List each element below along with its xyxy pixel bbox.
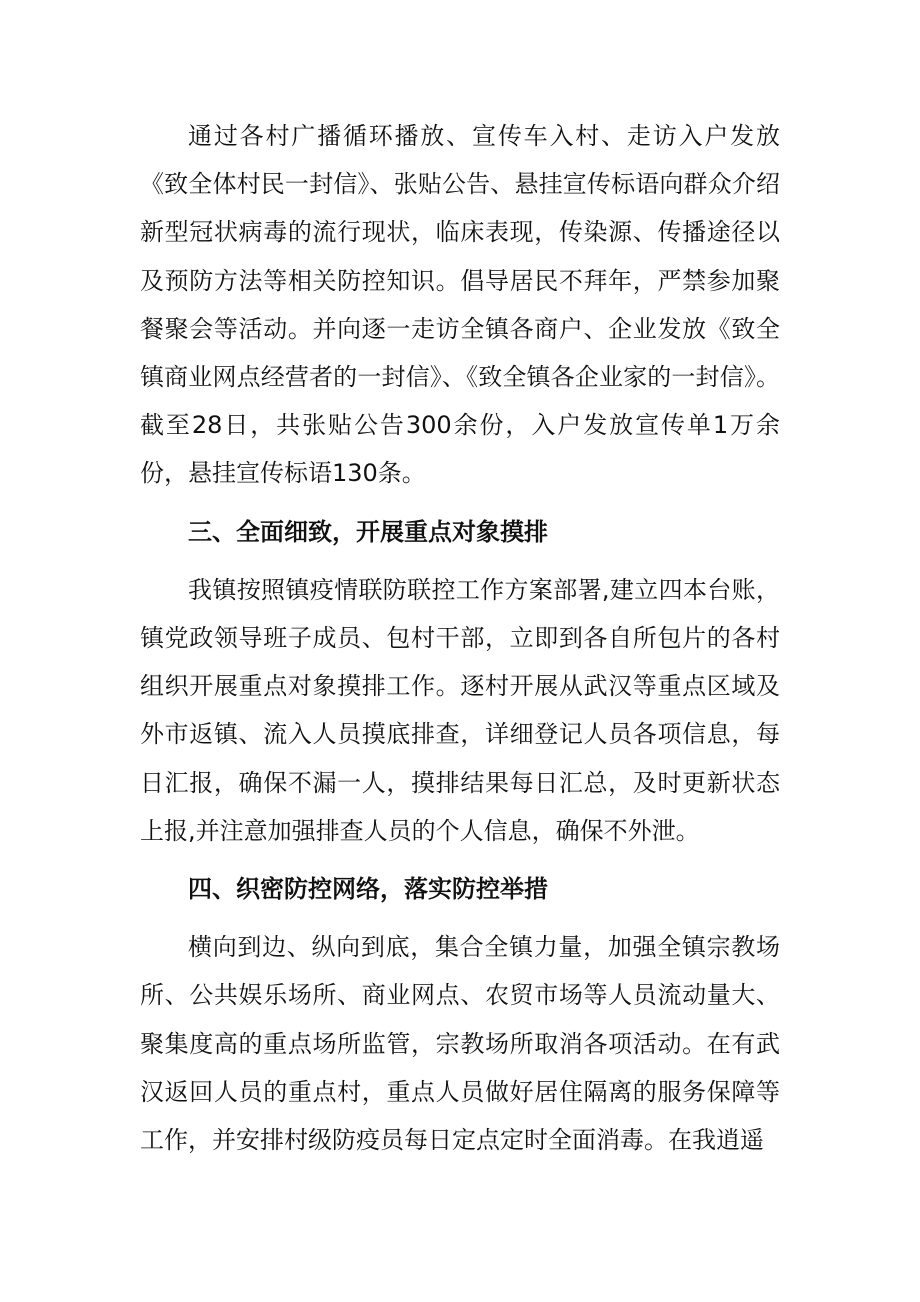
document-body (140, 112, 780, 1164)
paragraph-prevention-network: 横向到边、纵向到底，集合全镇力量，加强全镇宗教场所、公共娱乐场所、商业网点、农贸市场等人员流动量大、聚集度高的重点场所监管，宗教场所取消各项活动。在有武汉返回人员的重点村，重点人员做好居住隔离的服务保障等工作，并安排村级防疫员每日定点定时全面消毒。在我逍遥 (140, 933, 780, 1155)
section-heading-three: 三、全面细致，开展重点对象摸排 (188, 517, 548, 546)
paragraph-publicity: 通过各村广播循环播放、宣传车入村、走访入户发放《致全体村民一封信》、张贴公告、悬挂宣传标语向群众介绍新型冠状病毒的流行现状，临床表现，传染源、传播途径以及预防方法等相关防控知识。倡导居民不拜年，严禁参加聚餐聚会等活动。并向逐一走访全镇各商户、企业发放《致全镇商业网点经营者的一封信》、《致全镇各企业家的一封信》。截至28日，共张贴公告300余份，入户发放宣传单1万余份，悬挂宣传标语130条。 (140, 122, 780, 488)
paragraph-screening: 我镇按照镇疫情联防联控工作方案部署,建立四本台账，镇党政领导班子成员、包村干部，立即到各自所包片的各村组织开展重点对象摸排工作。逐村开展从武汉等重点区域及外市返镇、流入人员摸底排查，详细登记人员各项信息，每日汇报，确保不漏一人，摸排结果每日汇总，及时更新状态上报,并注意加强排查人员的个人信息，确保不外泄。 (140, 575, 780, 845)
section-heading-four: 四、织密防控网络，落实防控举措 (188, 875, 548, 904)
